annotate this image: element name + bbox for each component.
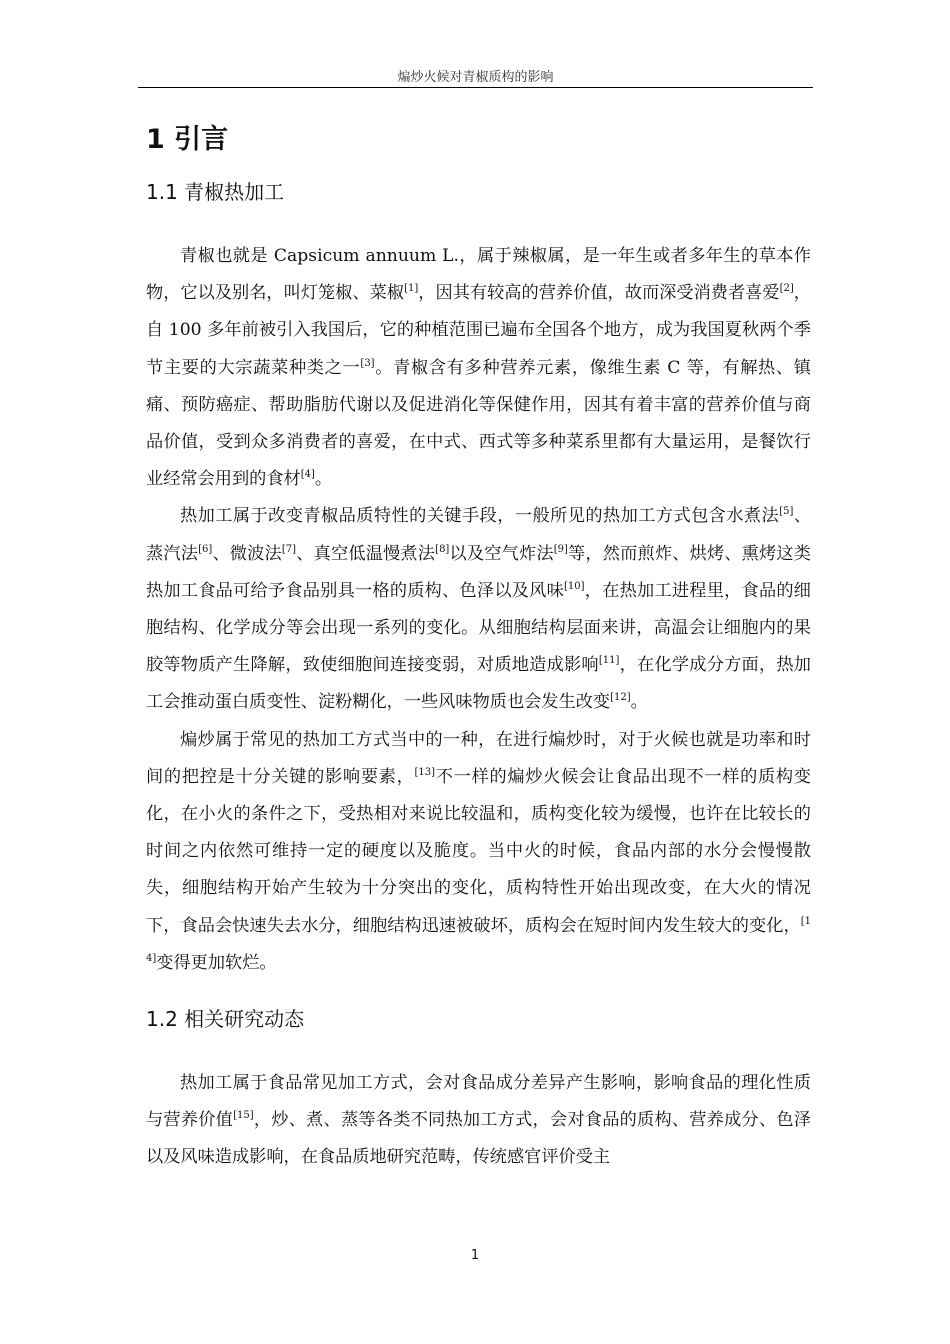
citation-ref-5[interactable]: [5]	[779, 506, 794, 518]
citation-ref-13[interactable]: [13]	[414, 766, 436, 778]
text-run: 等，然而煎炸、烘烤、熏烤这类热加工食品可给予食品别具一格的质构、色泽以及风味	[146, 543, 811, 601]
text-run: 。	[630, 692, 648, 713]
citation-ref-14[interactable]: [14]	[146, 915, 811, 964]
text-run: 热加工属于食品常见加工方式，会对食品成分差异产生影响，影响食品的理化性质与营养价值	[146, 1073, 811, 1131]
citation-ref-4[interactable]: [4]	[300, 469, 315, 481]
text-run: 。	[314, 469, 333, 490]
text-run: 、蒸汽法	[146, 506, 811, 564]
running-header: 煸炒火候对青椒质构的影响	[397, 70, 554, 85]
text-run: 煸炒属于常见的热加工方式当中的一种，在进行煸炒时，对于火候也就是功率和时间的把控是十分关键的影响要素，	[146, 729, 811, 787]
text-run: 变得更加软烂。	[156, 952, 277, 973]
text-run: 以及空气炸法	[449, 543, 554, 564]
text-run: 热加工属于改变青椒品质特性的关键手段，一般所见的热加工方式包含水煮法	[180, 506, 780, 527]
citation-ref-9[interactable]: [9]	[553, 543, 568, 555]
text-run: 不一样的煸炒火候会让食品出现不一样的质构变化，在小火的条件之下，受热相对来说比较温和，质构变化较为缓慢，也许在比较长的时间之内依然可维持一定的硬度以及脆度。当中火的时候，食品内部的水分会慢慢散失，细胞结构开始产生较为十分突出的变化，质构特性开始出现改变，在大火的情况下，食品会快速失去水分，细胞结构迅速被破坏，质构会在短时间内发生较大的变化，	[146, 766, 811, 936]
paragraph-4	[146, 1065, 811, 1177]
paragraph-3	[146, 722, 811, 982]
text-run: 、真空低温慢煮法	[296, 543, 436, 564]
page-number: 1	[470, 1248, 480, 1263]
section-title-introduction: 1 引言	[146, 124, 229, 155]
citation-ref-10[interactable]: [10]	[564, 580, 585, 592]
text-run: 青椒也就是 Capsicum annuum L.，属于辣椒属，是一年生或者多年生的草本作物，它以及别名，叫灯笼椒、菜椒	[146, 246, 811, 304]
citation-ref-2[interactable]: [2]	[779, 283, 794, 295]
text-run: ，在热加工进程里，食品的细胞结构、化学成分等会出现一系列的变化。从细胞结构层面来讲，高温会让细胞内的果胶等物质产生降解，致使细胞间连接变弱，对质地造成影响	[146, 580, 811, 676]
text-run: ，在化学成分方面，热加工会推动蛋白质变性、淀粉糊化，一些风味物质也会发生改变	[146, 655, 811, 713]
text-run: 、微波法	[212, 543, 282, 564]
paragraph-2	[146, 498, 811, 721]
citation-ref-15[interactable]: [15]	[233, 1110, 254, 1122]
citation-ref-6[interactable]: [6]	[198, 543, 213, 555]
paragraph-1	[146, 238, 811, 498]
citation-ref-12[interactable]: [12]	[610, 692, 631, 704]
text-run: ，炒、煮、蒸等各类不同热加工方式，会对食品的质构、营养成分、色泽以及风味造成影响，在食品质地研究范畴，传统感官评价受主	[146, 1110, 811, 1168]
text-run: ，因其有较高的营养价值，故而深受消费者喜爱	[418, 283, 780, 304]
citation-ref-8[interactable]: [8]	[435, 543, 450, 555]
header-rule	[138, 87, 813, 88]
citation-ref-3[interactable]: [3]	[360, 357, 375, 369]
subsection-title-heat-processing: 1.1 青椒热加工	[146, 180, 285, 204]
page-body	[146, 120, 811, 1177]
citation-ref-11[interactable]: [11]	[598, 655, 620, 667]
subsection-title-related-research: 1.2 相关研究动态	[146, 1007, 305, 1032]
citation-ref-7[interactable]: [7]	[281, 543, 297, 555]
text-run: 。青椒含有多种营养元素，像维生素 C 等，有解热、镇痛、预防癌症、帮助脂肪代谢以及促进消化等保健作用，因其有着丰富的营养价值与商品价值，受到众多消费者的喜爱，在中式、西式等多种菜系里都有大量运用，是餐饮行业经常会用到的食材	[146, 357, 811, 490]
citation-ref-1[interactable]: [1]	[404, 283, 419, 295]
text-run: ，自 100 多年前被引入我国后，它的种植范围已遍布全国各个地方，成为我国夏秋两个季节主要的大宗蔬菜种类之一	[146, 283, 811, 378]
